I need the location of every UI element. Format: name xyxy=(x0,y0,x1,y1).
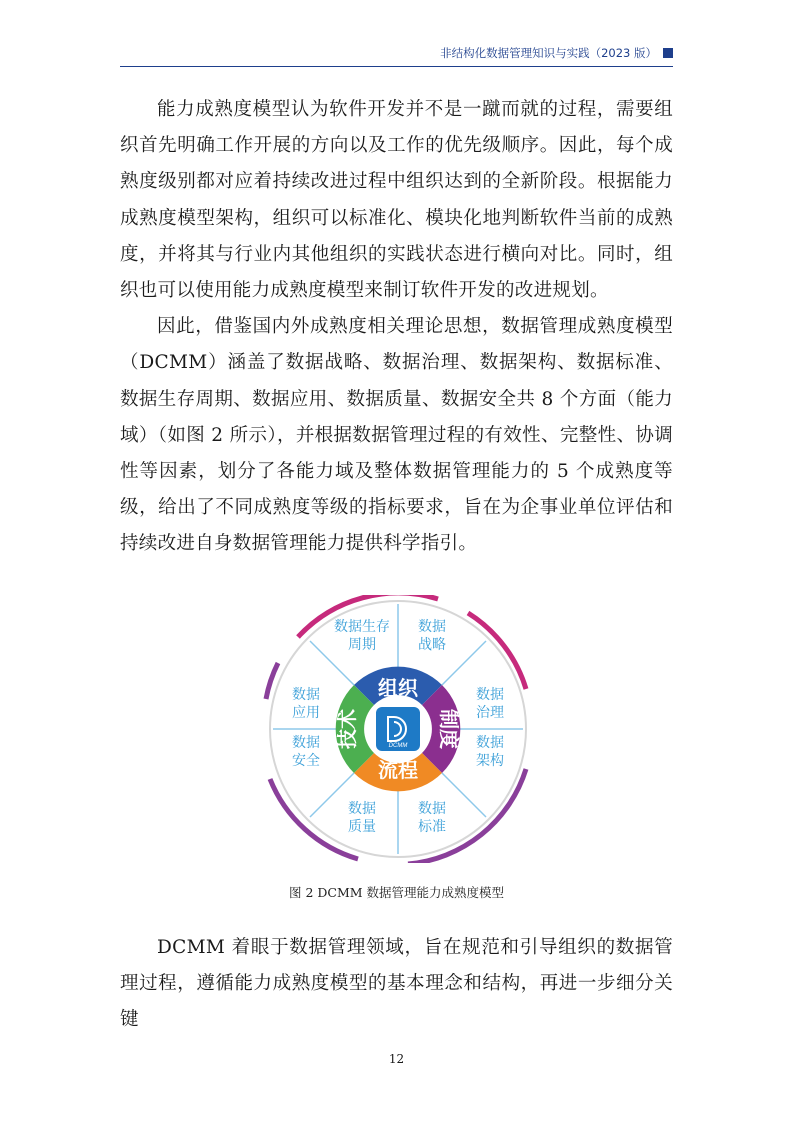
segment-label-7a: 数据 xyxy=(292,735,320,751)
segment-label-3b: 治理 xyxy=(476,705,504,721)
page-number: 12 xyxy=(388,1052,405,1066)
label-top: 组织 xyxy=(378,676,418,700)
arc-bottom-left xyxy=(270,779,358,859)
body-text-continued xyxy=(120,930,673,1039)
body-text xyxy=(120,92,673,563)
header-square-icon xyxy=(663,48,673,58)
segment-label-2b: 战略 xyxy=(418,637,446,653)
arc-left xyxy=(266,663,278,699)
segment-label-5b: 标准 xyxy=(418,819,446,835)
segment-label-2a: 数据 xyxy=(418,619,446,635)
segment-label-4a: 数据 xyxy=(476,735,504,751)
segment-label-5a: 数据 xyxy=(418,801,446,817)
segment-label-1a: 数据生存 xyxy=(334,619,390,635)
logo-text: DCMM xyxy=(388,743,408,749)
segment-label-3a: 数据 xyxy=(476,687,504,703)
dcmm-wheel-diagram xyxy=(238,595,558,863)
header-title: 非结构化数据管理知识与实践（2023 版） xyxy=(440,46,657,60)
segment-label-8a: 数据 xyxy=(292,687,320,703)
segment-label-4b: 架构 xyxy=(476,753,504,769)
label-left: 技术 xyxy=(335,709,359,749)
paragraph-3: DCMM 着眼于数据管理领域，旨在规范和引导组织的数据管理过程，遵循能力成熟度模型的基本理念和结构，再进一步细分关键 xyxy=(120,937,673,1031)
segment-label-6b: 质量 xyxy=(348,819,376,835)
segment-label-7b: 安全 xyxy=(292,753,320,769)
segment-label-6a: 数据 xyxy=(348,801,376,817)
paragraph-1: 能力成熟度模型认为软件开发并不是一蹴而就的过程，需要组织首先明确工作开展的方向以及工作的优先级顺序。因此，每个成熟度级别都对应着持续改进过程中组织达到的全新阶段。根据能力成熟度模型架构，组织可以标准化、模块化地判断软件当前的成熟度，并将其与行业内其他组织的实践状态进行横向对比。同时，组织也可以使用能力成熟度模型来制订软件开发的改进规划。 xyxy=(120,99,673,302)
paragraph-2: 因此，借鉴国内外成熟度相关理论思想，数据管理成熟度模型（DCMM）涵盖了数据战略、数据治理、数据架构、数据标准、数据生存周期、数据应用、数据质量、数据安全共 8 个方面（能力域）（如图 2 所示），并根据数据管理过程的有效性、完整性、协调性等因素，划分了各能力域及整体数据管理能力的 5 个成熟度等级，给出了不同成熟度等级的指标要求，旨在为企事业单位评估和持续改进自身数据管理能力提供科学指引。 xyxy=(120,316,673,555)
figure-caption: 图 2 DCMM 数据管理能力成熟度模型 xyxy=(288,885,505,900)
segment-label-8b: 应用 xyxy=(292,705,320,721)
dcmm-figure xyxy=(238,595,558,863)
label-bottom: 流程 xyxy=(378,758,418,782)
segment-label-1b: 周期 xyxy=(348,637,376,653)
page-header xyxy=(120,40,673,67)
label-right: 制度 xyxy=(437,709,461,749)
